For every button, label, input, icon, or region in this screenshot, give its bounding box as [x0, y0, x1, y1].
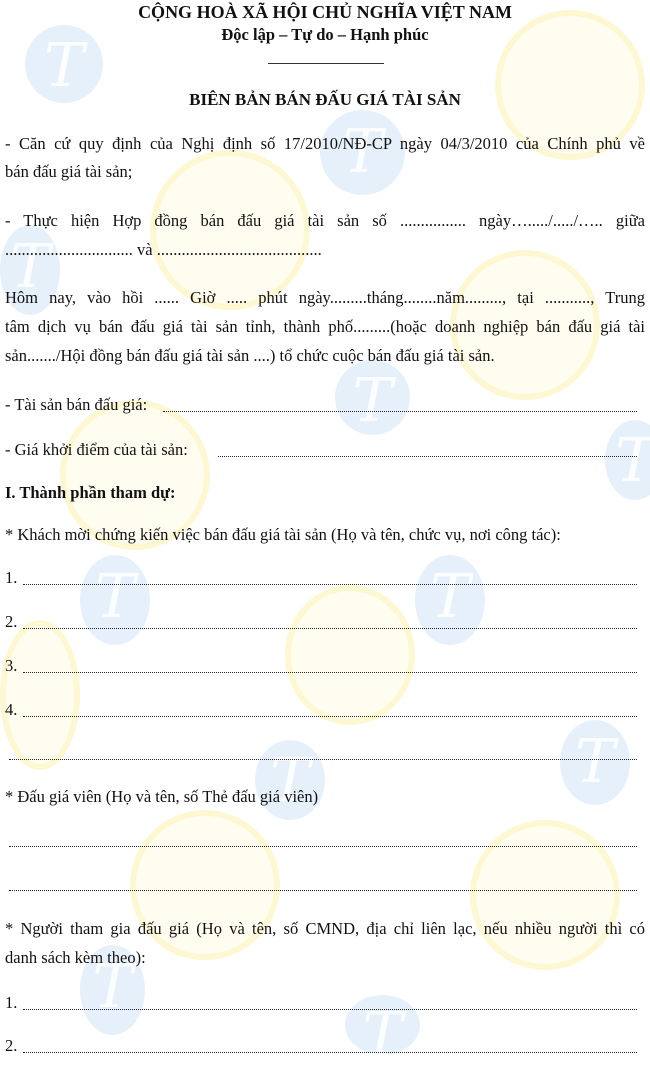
section-1-heading: I. Thành phần tham dự: [5, 483, 176, 502]
auctioneer-blank[interactable] [9, 834, 637, 847]
guest-number: 3. [5, 656, 18, 675]
contract-line-1: - Thực hiện Hợp đồng bán đấu giá tài sản số ................ ngày…...../...../….. giữa [5, 211, 645, 230]
motto-underline [268, 63, 384, 64]
guest-blank-extra[interactable] [9, 747, 637, 760]
participants-label-line-1: * Người tham gia đấu giá (Họ và tên, số CMND, địa chỉ liên lạc, nếu nhiều người thì có [5, 919, 645, 938]
participant-number: 2. [5, 1036, 18, 1055]
today-line-2: tâm dịch vụ bán đấu giá tài sản tỉnh, thành phố.........(hoặc doanh nghiệp bán đấu giá tài [5, 317, 645, 336]
contract-line-2: ............................... và ........................................ [5, 240, 322, 259]
participant-blank[interactable] [23, 1040, 637, 1053]
guest-number: 1. [5, 568, 18, 587]
national-motto: Độc lập – Tự do – Hạnh phúc [221, 25, 429, 44]
auctioneer-blank[interactable] [9, 878, 637, 891]
guest-blank[interactable] [23, 660, 637, 673]
participants-label-line-2: danh sách kèm theo): [5, 948, 146, 967]
national-title: CỘNG HOÀ XÃ HỘI CHỦ NGHĨA VIỆT NAM [138, 2, 512, 22]
guest-number: 2. [5, 612, 18, 631]
auctioneer-label: * Đấu giá viên (Họ và tên, số Thẻ đấu giá viên) [5, 787, 319, 806]
start-price-label: - Giá khởi điểm của tài sản: [5, 440, 188, 459]
guest-blank[interactable] [23, 616, 637, 629]
today-line-1: Hôm nay, vào hồi ...... Giờ ..... phút ngày.........tháng........năm........., tại ..........., Trung [5, 288, 645, 307]
asset-blank[interactable] [163, 399, 637, 412]
guests-label: * Khách mời chứng kiến việc bán đấu giá tài sản (Họ và tên, chức vụ, nơi công tác): [5, 525, 561, 544]
guest-blank[interactable] [23, 572, 637, 585]
asset-label: - Tài sản bán đấu giá: [5, 395, 148, 414]
basis-line-2: bán đấu giá tài sản; [5, 162, 133, 181]
today-line-3: sản......./Hội đồng bán đấu giá tài sản ....) tổ chức cuộc bán đấu giá tài sản. [5, 346, 495, 365]
start-price-field[interactable] [5, 440, 188, 460]
participant-blank[interactable] [23, 997, 637, 1010]
start-price-blank[interactable] [218, 444, 637, 457]
basis-line-1: - Căn cứ quy định của Nghị định số 17/2010/NĐ-CP ngày 04/3/2010 của Chính phủ về [5, 134, 645, 153]
guest-blank[interactable] [23, 704, 637, 717]
document-title: BIÊN BẢN BÁN ĐẤU GIÁ TÀI SẢN [189, 90, 461, 109]
participant-number: 1. [5, 993, 18, 1012]
guest-number: 4. [5, 700, 18, 719]
asset-field[interactable] [5, 395, 147, 415]
